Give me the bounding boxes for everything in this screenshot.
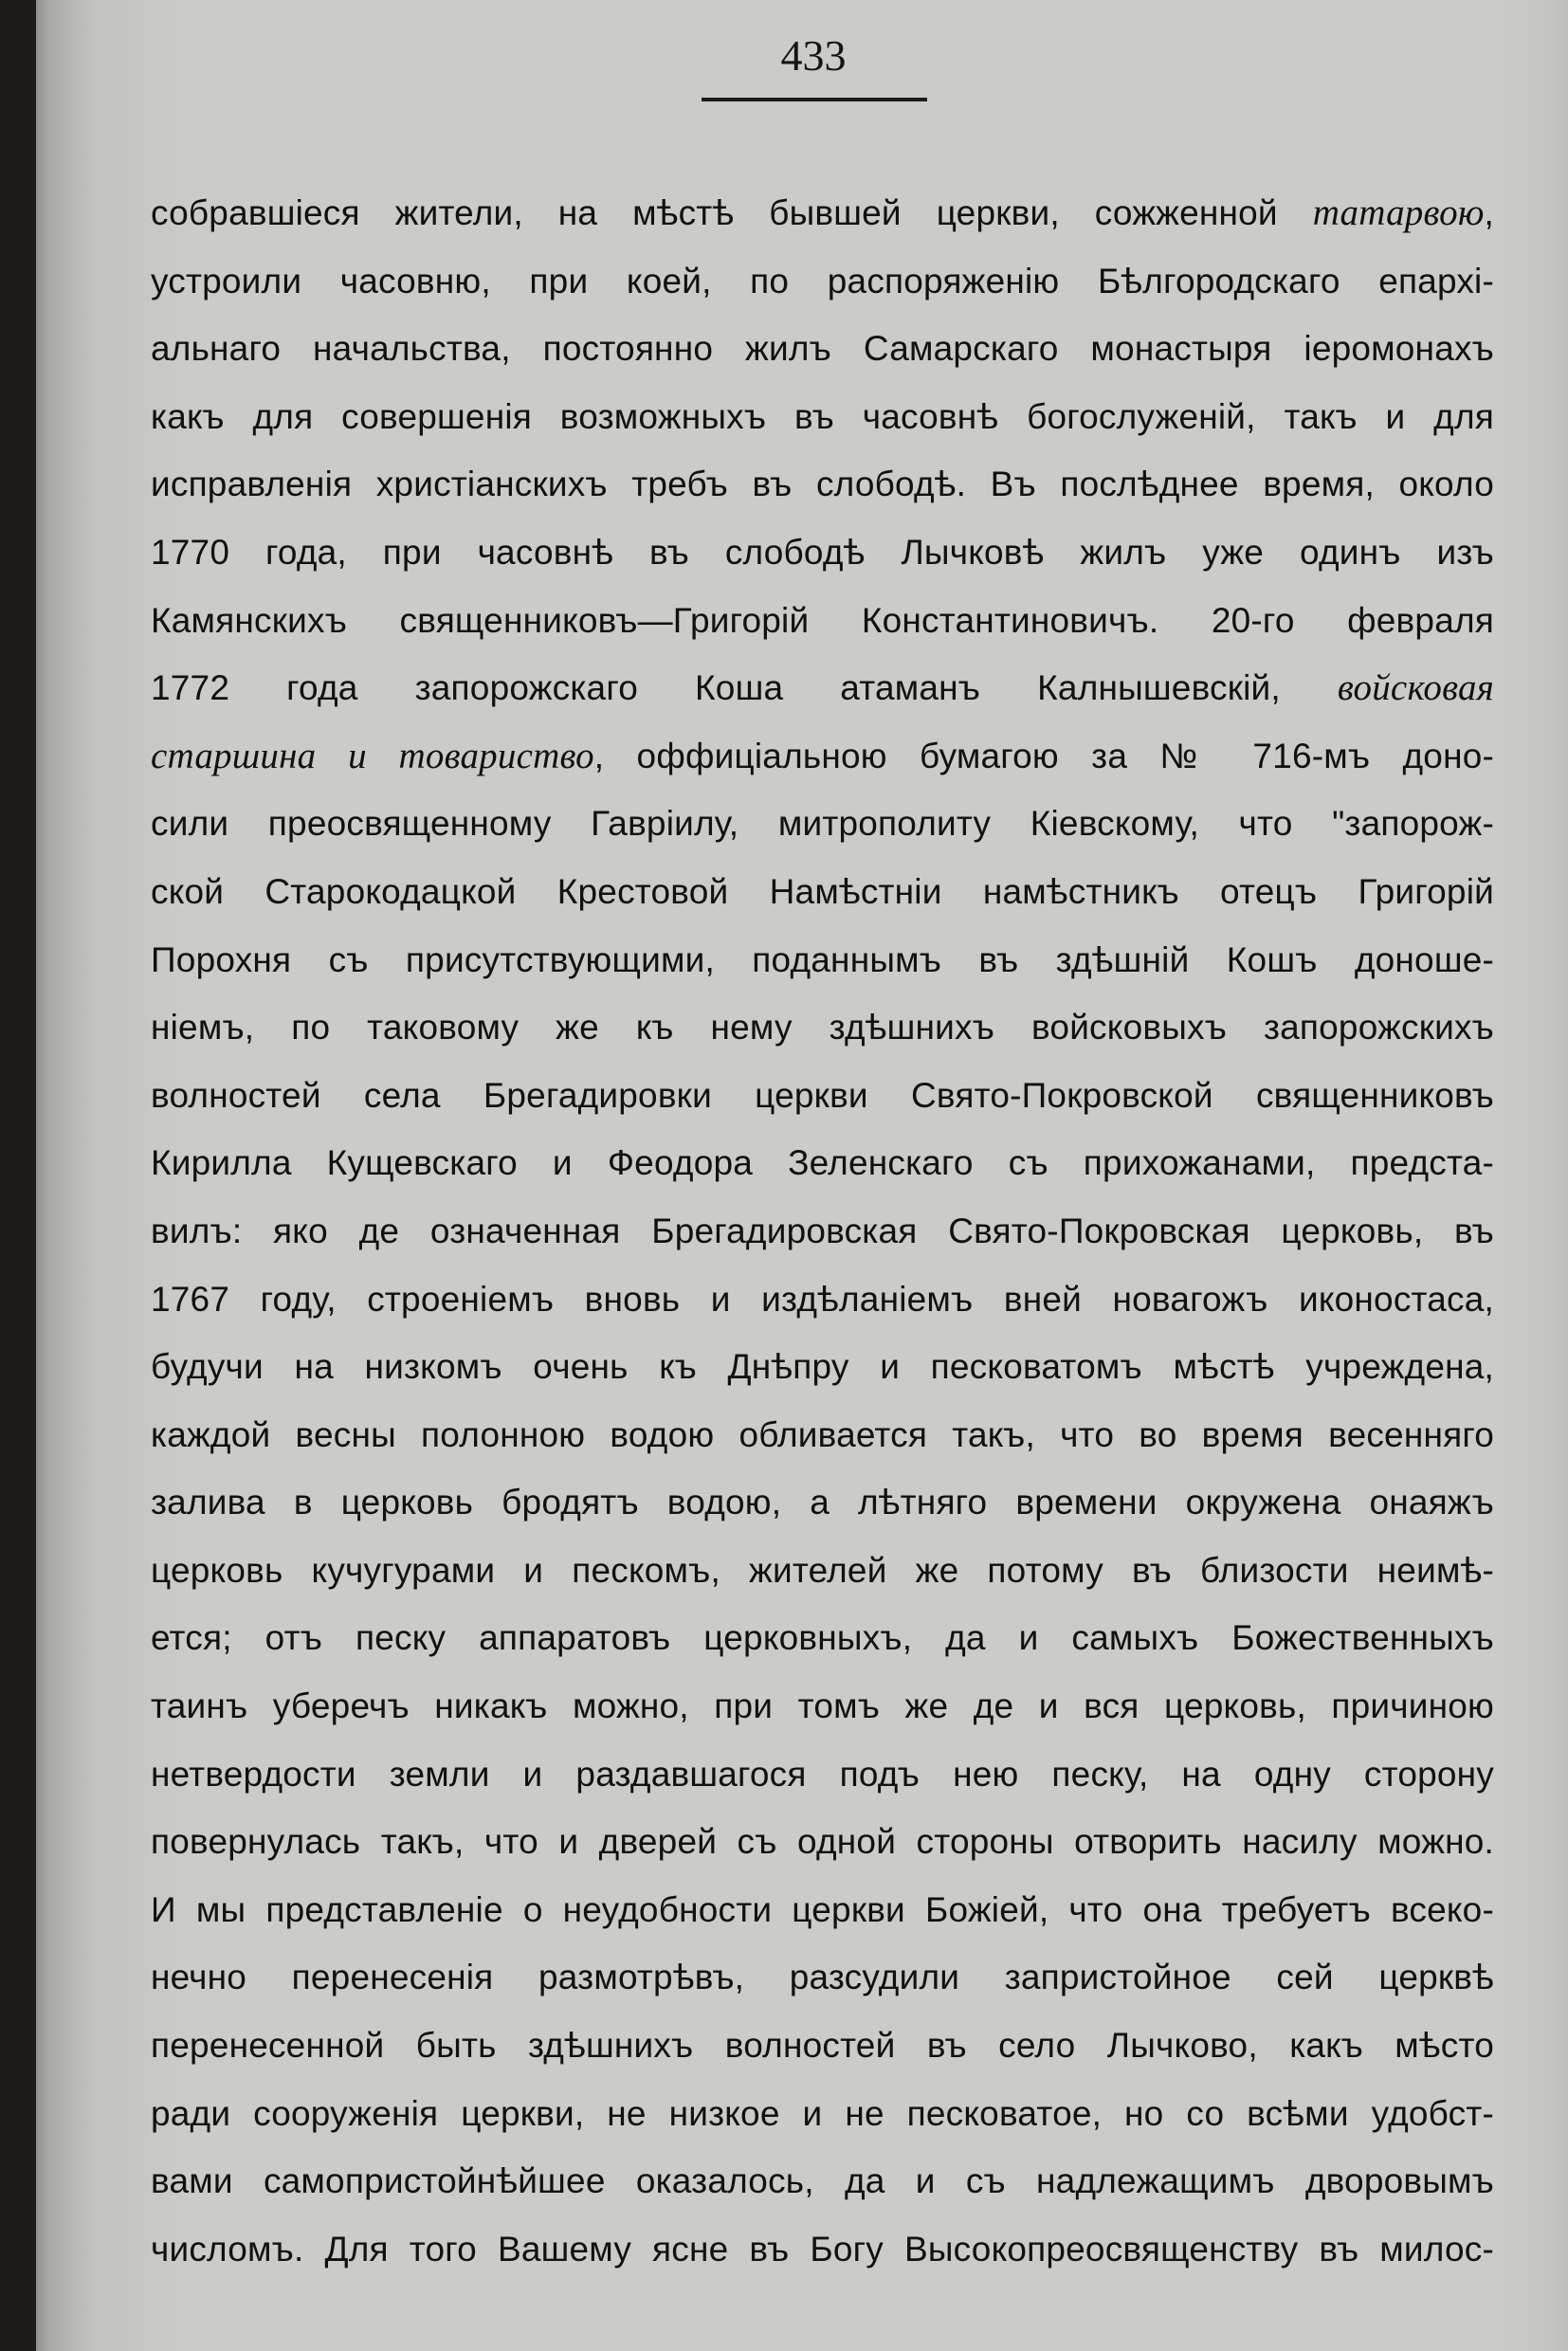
text-run: волностей села Брегадировки церкви Свято-Покровской священниковъ bbox=[151, 1075, 1494, 1115]
text-run: каждой весны полонною водою обливается такъ, что во время весенняго bbox=[151, 1414, 1494, 1454]
text-line bbox=[151, 391, 1494, 459]
text-run: , оффиціальною бумагою за № 716-мъ доно- bbox=[593, 736, 1494, 775]
text-line bbox=[151, 1340, 1494, 1409]
text-run: , bbox=[1484, 193, 1494, 232]
text-line bbox=[151, 1884, 1494, 1952]
text-line bbox=[151, 1409, 1494, 1477]
text-run: таинъ уберечъ никакъ можно, при томъ же де и вся церковь, причиною bbox=[151, 1686, 1494, 1726]
text-run: Кирилла Кущевскаго и Феодора Зеленскаго съ прихожанами, предста- bbox=[151, 1143, 1494, 1183]
italic-text-run: старшина и товариство bbox=[151, 735, 594, 776]
italic-text-run: татарвою bbox=[1312, 192, 1485, 233]
page-number: 433 bbox=[780, 31, 847, 80]
text-run: ради сооруженія церкви, не низкое и не песковатое, но со всѣми удобст- bbox=[151, 2093, 1494, 2133]
text-run: ется; отъ песку аппаратовъ церковныхъ, да и самыхъ Божественныхъ bbox=[151, 1618, 1494, 1658]
body-text bbox=[151, 187, 1494, 2290]
text-run: числомъ. Для того Вашему ясне въ Богу Высокопреосвященству въ милос- bbox=[151, 2229, 1494, 2269]
text-run: 1767 году, строеніемъ вновь и издѣланіемъ вней новагожъ иконостаса, bbox=[151, 1279, 1494, 1319]
text-line bbox=[151, 1273, 1494, 1341]
text-line bbox=[151, 1544, 1494, 1613]
text-line bbox=[151, 797, 1494, 866]
text-line bbox=[151, 2087, 1494, 2156]
text-run: будучи на низкомъ очень къ Днѣпру и песковатомъ мѣстѣ учреждена, bbox=[151, 1347, 1494, 1387]
text-line bbox=[151, 1069, 1494, 1138]
text-run: нечно перенесенія размотрѣвъ, разсудили запристойное сей церквѣ bbox=[151, 1958, 1494, 1997]
text-run: церковь кучугурами и пескомъ, жителей же потому въ близости неимѣ- bbox=[151, 1550, 1494, 1590]
italic-text-run: войсковая bbox=[1337, 667, 1494, 709]
text-run: И мы представленіе о неудобности церкви Божіей, что она требуетъ всеко- bbox=[151, 1889, 1494, 1929]
text-line bbox=[151, 2019, 1494, 2087]
text-run: вилъ: яко де означенная Брегадировская Свято-Покровская церковь, въ bbox=[151, 1211, 1494, 1250]
text-run: вами самопристойнѣйшее оказалось, да и съ надлежащимъ дворовымъ bbox=[151, 2161, 1494, 2201]
text-line bbox=[151, 1001, 1494, 1069]
text-run: ской Старокодацкой Крестовой Намѣстніи намѣстникъ отецъ Григорій bbox=[151, 871, 1494, 911]
text-line bbox=[151, 1748, 1494, 1816]
text-run: залива в церковь бродятъ водою, а лѣтняго времени окружена онаяжъ bbox=[151, 1483, 1494, 1522]
text-run: 1770 года, при часовнѣ въ слободѣ Лычковѣ жилъ уже одинъ изъ bbox=[151, 532, 1494, 572]
text-run: нетвердости земли и раздавшагося подъ нею песку, на одну сторону bbox=[151, 1754, 1494, 1794]
text-line bbox=[151, 526, 1494, 594]
text-line bbox=[151, 1205, 1494, 1273]
text-run: исправленія христіанскихъ требъ въ слободѣ. Въ послѣднее время, около bbox=[151, 465, 1494, 504]
text-line bbox=[151, 2223, 1494, 2291]
text-line bbox=[151, 1815, 1494, 1884]
text-line bbox=[151, 1476, 1494, 1544]
text-run: сили преосвященному Гавріилу, митрополиту Кіевскому, что "запорож- bbox=[151, 804, 1494, 844]
text-run: ніемъ, по таковому же къ нему здѣшнихъ войсковыхъ запорожскихъ bbox=[151, 1008, 1494, 1048]
text-line bbox=[151, 1612, 1494, 1680]
text-run: какъ для совершенія возможныхъ въ часовнѣ богослуженій, такъ и для bbox=[151, 396, 1494, 436]
text-run: Порохня съ присутствующими, поданнымъ въ здѣшній Кошъ доноше- bbox=[151, 939, 1494, 979]
text-line bbox=[151, 594, 1494, 663]
text-line bbox=[151, 1680, 1494, 1748]
text-run: повернулась такъ, что и дверей съ одной стороны отворить насилу можно. bbox=[151, 1822, 1494, 1862]
text-line bbox=[151, 458, 1494, 526]
text-line bbox=[151, 1951, 1494, 2019]
text-line bbox=[151, 1137, 1494, 1205]
text-line bbox=[151, 255, 1494, 323]
text-line bbox=[151, 934, 1494, 1002]
text-line bbox=[151, 187, 1494, 255]
text-run: собравшіеся жители, на мѣстѣ бывшей церкви, сожженной bbox=[151, 193, 1313, 232]
page-number-rule bbox=[702, 98, 927, 101]
book-page bbox=[36, 0, 1568, 2351]
text-line bbox=[151, 322, 1494, 391]
text-line bbox=[151, 662, 1494, 730]
text-run: перенесенной быть здѣшнихъ волностей въ село Лычково, какъ мѣсто bbox=[151, 2026, 1494, 2066]
text-run: 1772 года запорожскаго Коша атаманъ Калнышевскій, bbox=[151, 668, 1338, 708]
text-line bbox=[151, 866, 1494, 934]
text-run: альнаго начальства, постоянно жилъ Самарскаго монастыря іеромонахъ bbox=[151, 329, 1494, 369]
text-run: Камянскихъ священниковъ—Григорій Константиновичъ. 20-го февраля bbox=[151, 600, 1494, 640]
text-line bbox=[151, 730, 1494, 798]
text-line bbox=[151, 2155, 1494, 2223]
text-run: устроили часовню, при коей, по распоряженію Бѣлгородскаго епархі- bbox=[151, 261, 1494, 301]
